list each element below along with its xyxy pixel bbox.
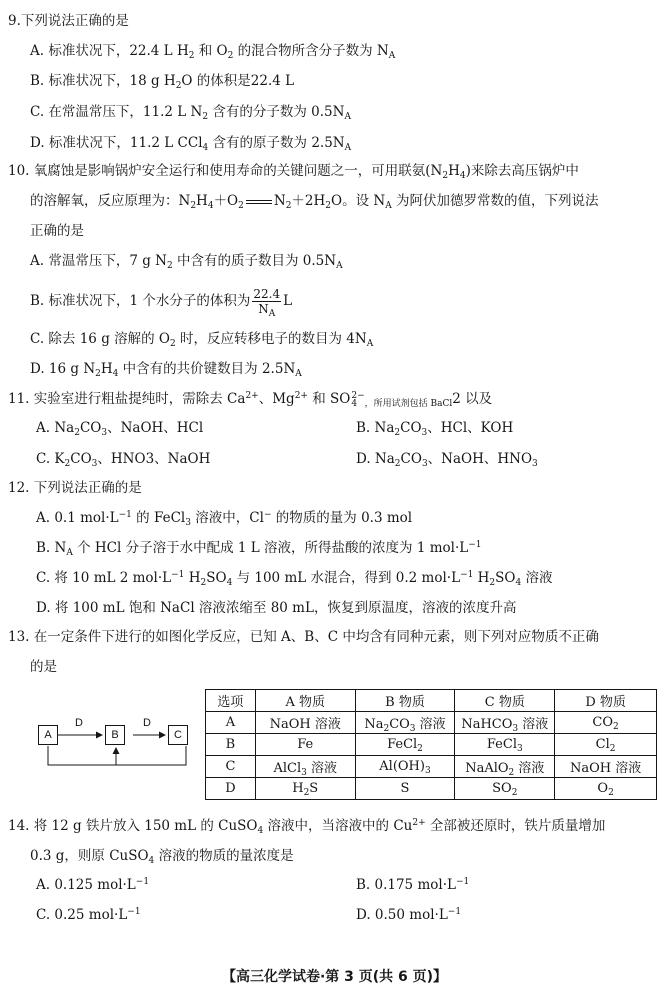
- table-cell: S: [355, 778, 455, 800]
- q12-option-d: D. 将 100 mL 饱和 NaCl 溶液浓缩至 80 mL，恢复到原温度，溶液的浓度升高: [36, 600, 517, 616]
- table-header-cell: 选项: [206, 690, 256, 712]
- volume-fraction: [252, 287, 281, 319]
- fraction-numerator: 22.4: [253, 287, 281, 301]
- table-row: [206, 734, 657, 756]
- q14-option-c: C. 0.25 $mol\cdot L^{-1}$: [36, 907, 141, 923]
- table-cell: Fe: [255, 734, 355, 756]
- table-header-cell: C 物质: [455, 690, 555, 712]
- question-12-stem: 12. 下列说法正确的是: [8, 480, 142, 496]
- table-header-cell: B 物质: [355, 690, 455, 712]
- table-cell: $Cl_2$: [555, 734, 657, 756]
- question-9-stem: 9.下列说法正确的是: [8, 13, 129, 29]
- q11-option-a: A. $Na_2CO_3$、NaOH、HCl: [36, 420, 204, 438]
- q10-option-d: D. 16 g $N_2H_4$ 中含有的共价键数目为 $2.5N_A$: [30, 361, 302, 379]
- q11-option-c: C. $K_2CO_3$、HNO3、NaOH: [36, 451, 211, 469]
- table-cell: $Al(OH)_3$: [355, 756, 455, 778]
- question-11-stem: 11. 实验室进行粗盐提纯时，需除去 $Ca^{2+}$、$Mg^{2+}$ 和 SO 2− 4 $_{,所用试剂包括 BaCl}$2 以及: [8, 390, 493, 409]
- box-c: C: [168, 725, 188, 745]
- q10-option-b-unit: L: [283, 293, 293, 309]
- question-14-line-2: 0.3 g，则原 CuSO$_4$ 溶液的物质的量浓度是: [30, 848, 294, 866]
- q9-option-b: B. 标准状况下，18 g $H_2O$ 的体积是22.4 L: [30, 73, 295, 91]
- reaction-arrows: [30, 715, 200, 775]
- table-header-cell: A 物质: [255, 690, 355, 712]
- table-cell: NaOH 溶液: [555, 756, 657, 778]
- q12-option-a: A. 0.1 $mol\cdot L^{-1}$ 的 FeCl$_3$ 溶液中，Cl− 的物质的量为 0.3 mol: [36, 510, 413, 528]
- box-a: A: [38, 725, 58, 745]
- fraction-denominator: $N_A$: [258, 302, 276, 319]
- arrow-label-d-2: D: [143, 717, 151, 729]
- q10-option-b-text: B. 标准状况下，1 个水分子的体积为: [30, 293, 251, 309]
- table-cell: $CO_2$: [555, 712, 657, 734]
- table-cell: $O_2$: [555, 778, 657, 800]
- reaction-diagram: [30, 715, 200, 775]
- table-cell: FeCl$_2$: [355, 734, 455, 756]
- table-row: [206, 778, 657, 800]
- q14-option-d: D. 0.50 $mol\cdot L^{-1}$: [356, 907, 462, 923]
- table-header-row: [206, 690, 657, 712]
- q14-option-a: A. 0.125 $mol\cdot L^{-1}$: [36, 877, 150, 893]
- q14-option-b: B. 0.175 $mol\cdot L^{-1}$: [356, 877, 470, 893]
- table-cell: B: [206, 734, 256, 756]
- table-cell: A: [206, 712, 256, 734]
- q9-option-d: D. 标准状况下，11.2 L CCl$_4$ 含有的原子数为 $2.5N_A$: [30, 135, 352, 153]
- table-cell: $SO_2$: [455, 778, 555, 800]
- q9-option-c: C. 在常温常压下，11.2 L $N_2$ 含有的分子数为 $0.5N_A$: [30, 104, 351, 122]
- q11-option-d: D. $Na_2CO_3$、NaOH、$HNO_3$: [356, 451, 538, 469]
- question-13-line-1: 13. 在一定条件下进行的如图化学反应，已知 A、B、C 中均含有同种元素，则下列对应物质不正确: [8, 629, 599, 645]
- box-b: B: [105, 725, 125, 745]
- table-cell: AlCl$_3$ 溶液: [255, 756, 355, 778]
- table-header-cell: D 物质: [555, 690, 657, 712]
- arrow-label-d-1: D: [75, 717, 83, 729]
- q12-option-b: B. $N_A$ 个 HCl 分子溶于水中配成 1 L 溶液，所得盐酸的浓度为 1 $mol\cdot L^{-1}$: [36, 540, 482, 558]
- table-cell: NaAlO$_2$ 溶液: [455, 756, 555, 778]
- table-cell: $Na_2CO_3$ 溶液: [355, 712, 455, 734]
- table-cell: C: [206, 756, 256, 778]
- table-cell: FeCl$_3$: [455, 734, 555, 756]
- table-cell: $H_2S$: [255, 778, 355, 800]
- question-13-line-2: 的是: [30, 659, 57, 675]
- q9-option-a: A. 标准状况下，22.4 L $H_2$ 和 $O_2$ 的混合物所含分子数为 $N_A$: [30, 43, 396, 61]
- q10-option-c: C. 除去 16 g 溶解的 $O_2$ 时，反应转移电子的数目为 $4N_A$: [30, 331, 374, 349]
- question-10-line-2: 的溶解氧，反应原理为：$N_2H_4+O_2$ $N_2+2H_2O$。设 $N_A$ 为阿伏加德罗常数的值，下列说法: [30, 193, 599, 211]
- table-cell: NaHCO$_3$ 溶液: [455, 712, 555, 734]
- question-14-line-1: 14. 将 12 g 铁片放入 150 mL 的 CuSO$_4$ 溶液中，当溶液中的 $Cu^{2+}$ 全部被还原时，铁片质量增加: [8, 818, 606, 836]
- page-footer: 【高三化学试卷·第 3 页(共 6 页)】: [221, 969, 448, 985]
- loop-line-a-to-c: [48, 746, 186, 765]
- question-10-line-1: 10. 氧腐蚀是影响锅炉安全运行和使用寿命的关键问题之一，可用联氨$(N_2H_4)$来除去高压锅炉中: [8, 163, 579, 181]
- q11-option-b: B. $Na_2CO_3$、HCl、KOH: [356, 420, 514, 438]
- question-10-line-3: 正确的是: [30, 223, 84, 239]
- table-cell: D: [206, 778, 256, 800]
- table-row: [206, 756, 657, 778]
- q10-option-b: [30, 287, 293, 319]
- options-table: [205, 689, 657, 800]
- table-cell: NaOH 溶液: [255, 712, 355, 734]
- q12-option-c: C. 将 10 mL 2 $mol\cdot L^{-1}$ $H_2SO_4$ 与 100 mL 水混合，得到 0.2 $mol\cdot L^{-1}$ $H_2SO_4$ 溶液: [36, 570, 553, 588]
- options-table-body: [206, 690, 657, 800]
- table-row: [206, 712, 657, 734]
- q10-option-a: A. 常温常压下，7 g $N_2$ 中含有的质子数目为 $0.5N_A$: [30, 253, 343, 271]
